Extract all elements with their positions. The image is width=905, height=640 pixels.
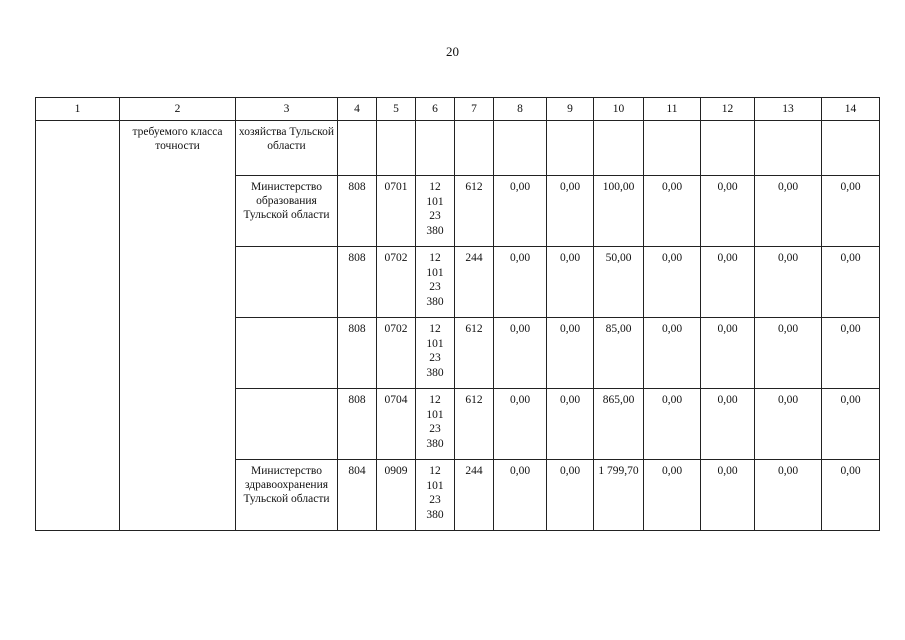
cell-kcsr	[416, 318, 455, 389]
cell-value: 0,00	[822, 176, 880, 247]
cell-value: 0,00	[494, 389, 547, 460]
cell-value: 0,00	[701, 389, 755, 460]
cell-value: 0,00	[701, 176, 755, 247]
cell-kcsr	[416, 389, 455, 460]
cell-kcsr	[416, 247, 455, 318]
header-cell: 8	[494, 98, 547, 121]
kcsr-part: 101	[426, 195, 444, 208]
cell-value: 0,00	[547, 176, 594, 247]
header-cell: 12	[701, 98, 755, 121]
budget-table	[35, 97, 880, 531]
cell-empty	[377, 121, 416, 176]
cell-executor: Министерство здравоохранения Тульской области	[236, 460, 338, 531]
cell-value: 0,00	[701, 247, 755, 318]
cell-col1	[36, 121, 120, 531]
cell-vr: 244	[455, 460, 494, 531]
header-cell: 11	[644, 98, 701, 121]
page-number: 20	[446, 44, 459, 59]
header-row	[36, 98, 880, 121]
cell-vr: 612	[455, 318, 494, 389]
cell-vr: 612	[455, 176, 494, 247]
cell-grbs: 808	[338, 318, 377, 389]
cell-value: 0,00	[755, 460, 822, 531]
cell-empty	[547, 121, 594, 176]
table-row-continuation	[36, 121, 880, 176]
cell-executor	[236, 247, 338, 318]
header-cell: 4	[338, 98, 377, 121]
kcsr-part: 23	[429, 281, 441, 293]
cell-value: 0,00	[644, 389, 701, 460]
cell-rzpr: 0909	[377, 460, 416, 531]
header-cell: 7	[455, 98, 494, 121]
cell-value: 865,00	[594, 389, 644, 460]
cell-executor: Министерство образования Тульской области	[236, 176, 338, 247]
header-cell: 10	[594, 98, 644, 121]
kcsr-part: 380	[426, 224, 444, 237]
cell-value: 0,00	[494, 318, 547, 389]
cell-value: 0,00	[494, 460, 547, 531]
cell-grbs: 804	[338, 460, 377, 531]
cell-value: 0,00	[494, 247, 547, 318]
cell-grbs: 808	[338, 389, 377, 460]
kcsr-part: 23	[429, 423, 441, 435]
cell-vr: 244	[455, 247, 494, 318]
cell-empty	[416, 121, 455, 176]
cell-empty	[701, 121, 755, 176]
kcsr-part: 12	[429, 465, 441, 477]
cell-value: 0,00	[547, 389, 594, 460]
kcsr-part: 12	[429, 323, 441, 335]
cell-executor	[236, 318, 338, 389]
kcsr-part: 380	[426, 366, 444, 379]
cell-value: 0,00	[644, 460, 701, 531]
cell-value: 0,00	[701, 460, 755, 531]
cell-rzpr: 0701	[377, 176, 416, 247]
cell-value: 85,00	[594, 318, 644, 389]
cell-grbs: 808	[338, 176, 377, 247]
cell-value: 0,00	[755, 247, 822, 318]
cell-empty	[644, 121, 701, 176]
kcsr-part: 12	[429, 394, 441, 406]
cell-value: 0,00	[822, 460, 880, 531]
cell-value: 0,00	[644, 247, 701, 318]
cell-value: 0,00	[644, 176, 701, 247]
cell-value: 0,00	[494, 176, 547, 247]
header-cell: 5	[377, 98, 416, 121]
cell-measure-continuation: требуемого класса точности	[120, 121, 236, 531]
cell-rzpr: 0702	[377, 318, 416, 389]
cell-rzpr: 0704	[377, 389, 416, 460]
kcsr-part: 12	[429, 252, 441, 264]
kcsr-part: 101	[426, 479, 444, 492]
cell-empty	[455, 121, 494, 176]
kcsr-part: 23	[429, 210, 441, 222]
cell-value: 0,00	[822, 247, 880, 318]
cell-value: 0,00	[547, 318, 594, 389]
cell-value: 0,00	[547, 460, 594, 531]
header-cell: 13	[755, 98, 822, 121]
cell-value: 0,00	[755, 176, 822, 247]
cell-empty	[338, 121, 377, 176]
cell-vr: 612	[455, 389, 494, 460]
cell-kcsr	[416, 460, 455, 531]
cell-value: 0,00	[701, 318, 755, 389]
cell-value: 0,00	[755, 318, 822, 389]
cell-grbs: 808	[338, 247, 377, 318]
header-cell: 6	[416, 98, 455, 121]
cell-value: 0,00	[644, 318, 701, 389]
cell-rzpr: 0702	[377, 247, 416, 318]
cell-value: 0,00	[822, 318, 880, 389]
header-cell: 9	[547, 98, 594, 121]
cell-executor	[236, 389, 338, 460]
kcsr-part: 101	[426, 266, 444, 279]
cell-executor-continuation: хозяйства Тульской области	[236, 121, 338, 176]
header-cell: 2	[120, 98, 236, 121]
kcsr-part: 101	[426, 408, 444, 421]
kcsr-part: 380	[426, 295, 444, 308]
header-cell: 14	[822, 98, 880, 121]
kcsr-part: 380	[426, 437, 444, 450]
cell-value: 1 799,70	[594, 460, 644, 531]
kcsr-part: 23	[429, 352, 441, 364]
cell-value: 0,00	[822, 389, 880, 460]
cell-value: 0,00	[755, 389, 822, 460]
header-cell: 1	[36, 98, 120, 121]
kcsr-part: 101	[426, 337, 444, 350]
cell-value: 100,00	[594, 176, 644, 247]
kcsr-part: 380	[426, 508, 444, 521]
cell-value: 50,00	[594, 247, 644, 318]
cell-empty	[594, 121, 644, 176]
cell-empty	[494, 121, 547, 176]
cell-empty	[755, 121, 822, 176]
cell-value: 0,00	[547, 247, 594, 318]
cell-kcsr	[416, 176, 455, 247]
cell-empty	[822, 121, 880, 176]
kcsr-part: 23	[429, 494, 441, 506]
header-cell: 3	[236, 98, 338, 121]
kcsr-part: 12	[429, 181, 441, 193]
